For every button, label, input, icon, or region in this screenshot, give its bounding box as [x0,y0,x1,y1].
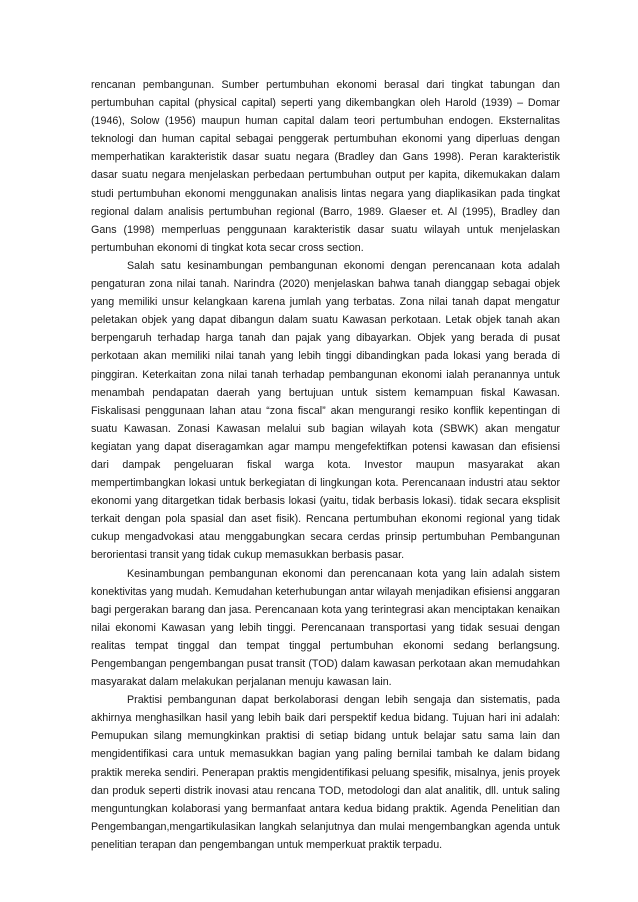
document-body [91,76,560,854]
paragraph-konektivitas: Kesinambungan pembangunan ekonomi dan perencanaan kota yang lain adalah sistem konektivitas yang mudah. Kemudahan keterhubungan antar wilayah menjadikan efisiensi anggaran bagi pergerakan barang dan jasa. Perencanaan kota yang terintegrasi akan menciptakan kenaikan nilai ekonomi Kawasan yang lebih tinggi. Perencanaan transportasi yang tidak sesuai dengan realitas tempat tinggal dan tempat tinggal pertumbuhan ekonomi sedang berlangsung. Pengembangan pengembangan pusat transit (TOD) dalam kawasan perkotaan akan memudahkan masyarakat dalam melakukan perjalanan menuju kawasan lain. [91,567,560,689]
paragraph-praktisi-pembangunan: Praktisi pembangunan dapat berkolaborasi dengan lebih sengaja dan sistematis, pada akhirnya menghasilkan hasil yang lebih baik dari perspektif kedua bidang. Tujuan hari ini adalah: Pemupukan silang memungkinkan praktisi di setiap bidang untuk belajar satu sama lain dan mengidentifikasi cara untuk memasukkan bagian yang paling bernilai tambah ke dalam bidang praktik mereka sendiri. Penerapan praktis mengidentifikasi peluang spesifik, misalnya, jenis proyek dan produk seperti distrik inovasi atau rencana TOD, metodologi dan alat analitik, dll. untuk saling menguntungkan kolaborasi yang bermanfaat antara kedua bidang praktik. Agenda Penelitian dan Pengembangan,mengartikulasikan langkah selanjutnya dan mulai mengembangkan agenda untuk penelitian terapan dan pengembangan untuk memperkuat praktik terpadu. [91,694,560,851]
paragraph-zona-nilai-tanah: Salah satu kesinambungan pembangunan ekonomi dengan perencanaan kota adalah pengaturan zona nilai tanah. Narindra (2020) menjelaskan bahwa tanah dianggap sebagai objek yang memiliki unsur kelangkaan karena jumlah yang terbatas. Zona nilai tanah dapat mengatur peletakan objek yang dapat dibangun dalam suatu Kawasan perkotaan. Letak objek tanah akan berpengaruh terhadap harga tanah dan pajak yang dibayarkan. Objek yang berada di pusat perkotaan akan memiliki nilai tanah yang lebih tinggi dibandingkan pada lokasi yang berada di pinggiran. Keterkaitan zona nilai tanah terhadap pembangunan ekonomi ialah peranannya untuk menambah pendapatan daerah yang bertujuan untuk sistem kemampuan fiskal Kawasan. Fiskalisasi penggunaan lahan atau “zona fiscal” akan mengurangi resiko konflik kepentingan di suatu Kawasan. Zonasi Kawasan melalui sub bagian wilayah kota (SBWK) akan mengatur kegiatan yang dapat diseragamkan agar mampu mengefektifkan potensi kawasan dan efisiensi dari dampak pengeluaran fiskal warga kota. Investor maupun masyarakat akan mempertimbangkan lokasi untuk berkegiatan di lingkungan kota. Perencanaan industri atau sektor ekonomi yang ditargetkan tidak berbasis lokasi (yaitu, tidak berbasis lokasi). tidak secara eksplisit terkait dengan pola spasial dan aset fisik). Rencana pertumbuhan ekonomi regional yang tidak cukup mengadvokasi atau menggabungkan secara cerdas prinsip pertumbuhan Pembangunan berorientasi transit yang tidak cukup memasukkan berbasis pasar. [91,259,560,562]
paragraph-continuation: rencanan pembangunan. Sumber pertumbuhan ekonomi berasal dari tingkat tabungan dan pertumbuhan capital (physical capital) seperti yang dikembangkan oleh Harold (1939) – Domar (1946), Solow (1956) maupun human capital dalam teori pertumbuhan endogen. Eksternalitas teknologi dan human capital sebagai penggerak pertumbuhan ekonomi yang diperluas dengan memperhatikan karakteristik dasar suatu negara (Bradley dan Gans 1998). Peran karakteristik dasar suatu negara menjelaskan perbedaan pertumbuhan output per kapita, dikemukakan dalam studi pertumbuhan ekonomi menggunakan analisis lintas negara yang diaplikasikan pada tingkat regional dalam analisis pertumbuhan regional (Barro, 1989. Glaeser et. Al (1995), Bradley dan Gans (1998) memperluas penggunaan karakteristik dasar suatu wilayah untuk menjelaskan pertumbuhan ekonomi di tingkat kota secar cross section. [91,79,560,254]
